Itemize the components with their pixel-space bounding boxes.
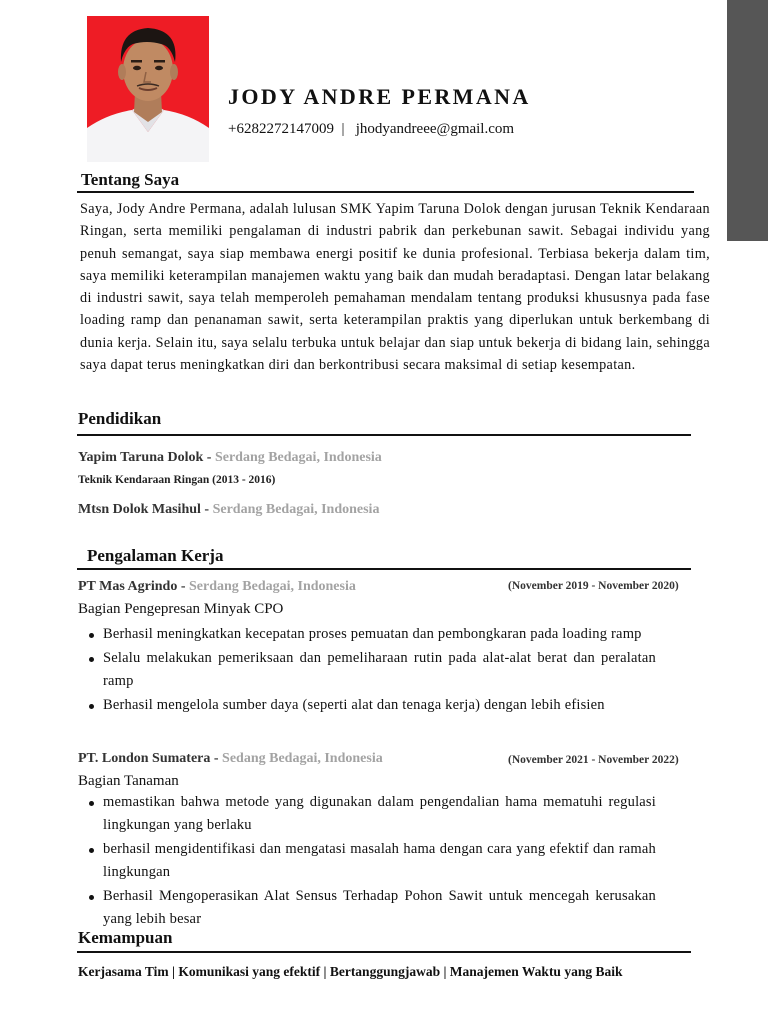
skills-section-title: Kemampuan — [78, 928, 173, 947]
profile-photo — [87, 16, 209, 162]
job-company-1 — [78, 579, 356, 595]
company-name: PT Mas Agrindo - — [78, 579, 189, 594]
job-achievements-2 — [88, 791, 656, 932]
scrollbar-thumb[interactable] — [727, 0, 768, 241]
experience-divider — [77, 568, 691, 570]
job-role-1: Bagian Pengepresan Minyak CPO — [78, 601, 284, 617]
company-location: Serdang Bedagai, Indonesia — [188, 579, 356, 594]
candidate-name: JODY ANDRE PERMANA — [228, 84, 531, 109]
job-dates-2: (November 2021 - November 2022) — [508, 754, 679, 766]
school-location: Serdang Bedagai, Indonesia — [214, 450, 382, 465]
about-section-title: Tentang Saya — [81, 170, 180, 189]
experience-section-title: Pengalaman Kerja — [87, 546, 224, 565]
skills-divider — [77, 951, 691, 953]
education-school-1 — [78, 450, 382, 466]
achievement-item: Selalu melakukan pemeriksaan dan pemeliharaan rutin pada alat-alat berat dan peralatan ramp — [88, 647, 656, 693]
achievement-item: berhasil mengidentifikasi dan mengatasi masalah hama dengan cara yang efektif dan ramah lingkungan — [88, 838, 656, 884]
education-divider — [77, 434, 691, 436]
job-role-2: Bagian Tanaman — [78, 773, 179, 789]
school-name: Mtsn Dolok Masihul - — [78, 502, 213, 517]
education-detail-1: Teknik Kendaraan Ringan (2013 - 2016) — [78, 474, 276, 486]
about-text: Saya, Jody Andre Permana, adalah lulusan SMK Yapim Taruna Dolok dengan jurusan Teknik Kendaraan Ringan, serta memiliki pengalaman di industri pabrik dan perkebunan sawit. Sebagai individu yang penuh semangat, saya siap membawa energi positif ke dunia profesional. Terbiasa bekerja dalam tim, saya memiliki keterampilan manajemen waktu yang baik dan mudah beradaptasi. Dengan latar belakang di industri sawit, saya telah memperoleh pemahaman mendalam tentang produksi khususnya pada fase loading ramp dan penanaman sawit, serta keterampilan praktis yang diperlukan untuk berkembang di dunia kerja. Selain itu, saya selalu terbuka untuk belajar dan siap untuk bekerja di bidang lain, sehingga saya dapat terus meningkatkan diri dan berkontribusi secara maksimal di setiap kesempatan. — [80, 201, 710, 374]
company-location: Sedang Bedagai, Indonesia — [222, 751, 383, 766]
skills-list: Kerjasama Tim | Komunikasi yang efektif | Bertanggungjawab | Manajemen Waktu yang Baik — [78, 964, 623, 979]
job-company-2 — [78, 751, 383, 767]
contact-info: +6282272147009 | jhodyandreee@gmail.com — [228, 121, 515, 137]
school-location: Serdang Bedagai, Indonesia — [212, 502, 380, 517]
education-school-2 — [78, 502, 379, 518]
achievement-item: memastikan bahwa metode yang digunakan dalam pengendalian hama mematuhi regulasi lingkungan yang berlaku — [88, 791, 656, 837]
about-divider — [77, 191, 694, 193]
achievement-item: Berhasil mengelola sumber daya (seperti alat dan tenaga kerja) dengan lebih efisien — [88, 694, 656, 717]
job-dates-1: (November 2019 - November 2020) — [508, 580, 679, 592]
school-name: Yapim Taruna Dolok - — [78, 450, 215, 465]
achievement-item: Berhasil Mengoperasikan Alat Sensus Terhadap Pohon Sawit untuk mencegah kerusakan yang lebih besar — [88, 885, 656, 931]
company-name: PT. London Sumatera - — [78, 751, 223, 766]
job-achievements-1 — [88, 623, 656, 718]
education-section-title: Pendidikan — [78, 409, 162, 428]
achievement-item: Berhasil meningkatkan kecepatan proses pemuatan dan pembongkaran pada loading ramp — [88, 623, 656, 646]
